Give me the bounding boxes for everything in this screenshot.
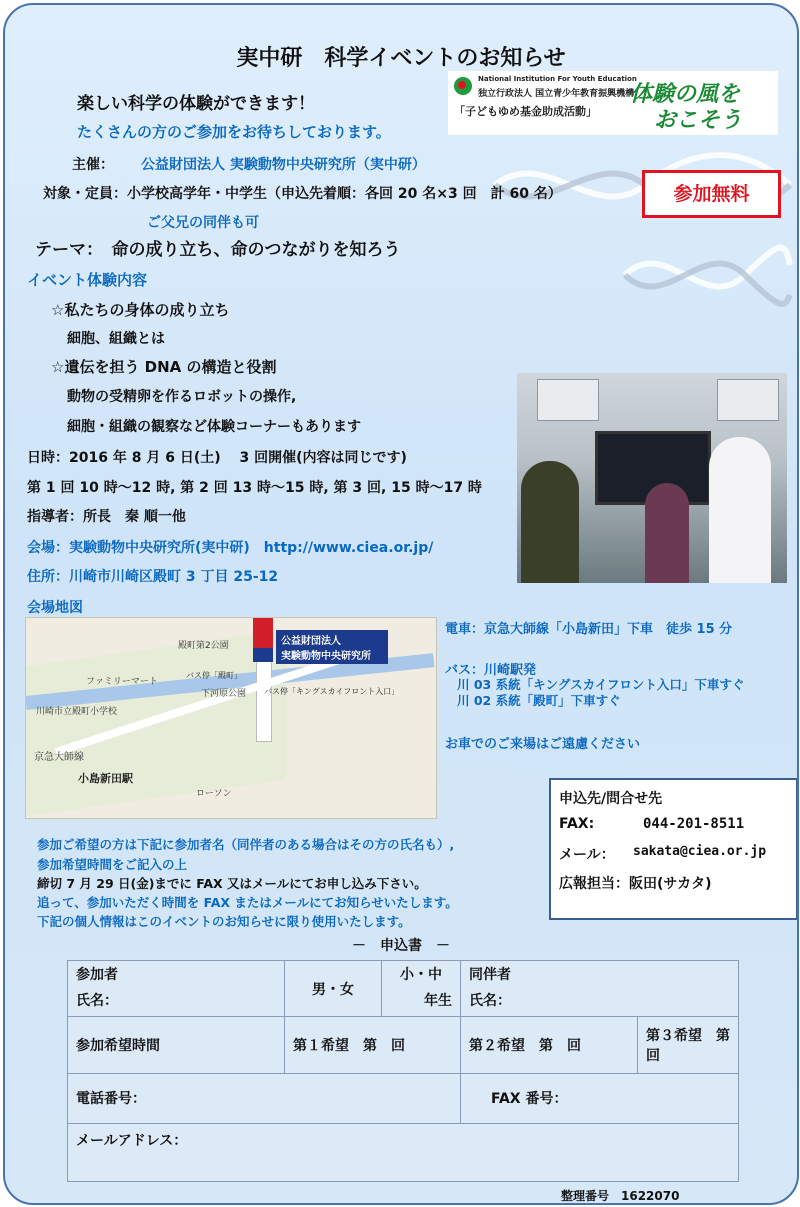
form-grade-1: 小・中 — [400, 967, 442, 983]
form-gender: 男・女 — [312, 981, 354, 998]
venue-map — [25, 617, 437, 819]
venue[interactable]: 会場：実験動物中央研究所(実中研) http://www.ciea.or.jp/ — [27, 540, 434, 556]
slogan-line2: おこそう — [654, 108, 743, 133]
organizer: 公益財団法人 実験動物中央研究所（実中研） — [141, 157, 426, 173]
form-gender-cell[interactable] — [285, 961, 382, 1017]
form-time-label-cell — [68, 1017, 285, 1073]
form-choice-2-cell[interactable] — [461, 1017, 638, 1073]
niye-name-en: National Institution For Youth Education — [478, 75, 637, 83]
form-choice-3-cell[interactable] — [638, 1017, 744, 1073]
map-lawson-label: ローソン — [196, 789, 232, 799]
content-item-1: ☆私たちの身体の成り立ち — [51, 301, 230, 319]
map-line-label: 京急大師線 — [34, 752, 84, 763]
address: 住所：川崎市川崎区殿町 3 丁目 25-12 — [27, 569, 279, 585]
map-bus1-label: バス停「殿町」 — [186, 671, 242, 680]
access-bus-heading: バス：川崎駅発 — [445, 663, 537, 678]
form-heading: － 申込書 － — [352, 938, 450, 954]
access-car-note: お車でのご来場はご遠慮ください — [445, 737, 641, 752]
form-phone-cell[interactable] — [68, 1073, 461, 1123]
content-item-2: ☆遺伝を担う DNA の構造と役割 — [51, 358, 277, 376]
content-item-2-sub2: 細胞・組織の観察など体験コーナーもあります — [67, 419, 361, 435]
note-line-4: 追って、参加いただく時間を FAX またはメールにてお知らせいたします。 — [37, 895, 458, 910]
form-choice-2: 第２希望 第 回 — [469, 1037, 581, 1054]
free-badge: 参加無料 — [642, 170, 781, 218]
form-time-label: 参加希望時間 — [76, 1037, 160, 1054]
form-email-label: メールアドレス： — [76, 1132, 188, 1149]
niye-logo-dot-icon — [458, 81, 466, 89]
form-fax-label: FAX 番号： — [491, 1091, 568, 1108]
map-bus2-label: バス停「キングスカイフロント入口」 — [264, 687, 400, 696]
fund-label: 「子どもゆめ基金助成活動」 — [454, 105, 597, 118]
event-date: 日時：2016 年 8 月 6 日(土) 3 回開催(内容は同じです) — [27, 450, 407, 466]
theme: テーマ： 命の成り立ち、命のつながりを知ろう — [35, 240, 401, 260]
map-org-line2: 実験動物中央研究所 — [281, 651, 371, 662]
access-bus-line2: 川 02 系統「殿町」下車すぐ — [457, 693, 621, 708]
form-participant-cell[interactable] — [68, 961, 285, 1017]
headline: 楽しい科学の体験ができます！ — [77, 94, 315, 114]
map-family-label: ファミリーマート — [86, 677, 158, 687]
slogan-line1: 体験の風を — [630, 82, 741, 107]
content-item-2-sub1: 動物の受精卵を作るロボットの操作, — [67, 389, 297, 405]
serial-number: 整理番号 1622070 — [561, 1189, 680, 1203]
contents-heading: イベント体験内容 — [27, 271, 148, 289]
form-choice-1: 第１希望 第 回 — [293, 1037, 405, 1054]
note-line-3: 締切 7 月 29 日(金)までに FAX 又はメールにてお申し込み下さい。 — [37, 876, 427, 891]
form-participant-label: 参加者 — [76, 967, 118, 983]
parents-note: ご父兄の同伴も可 — [147, 215, 259, 231]
target: 対象・定員：小学校高学年・中学生（申込先着順：各回 20 名×3 回 計 60 名） — [43, 186, 562, 202]
application-form — [67, 960, 744, 1182]
access-train: 電車：京急大師線「小島新田」下車 徒歩 15 分 — [445, 622, 733, 637]
form-grade-cell[interactable] — [382, 961, 461, 1017]
map-org-line1: 公益財団法人 — [281, 636, 341, 647]
flyer-frame — [3, 3, 799, 1205]
map-park-label: 殿町第2公園 — [178, 641, 229, 651]
contact-fax: 044-201-8511 — [643, 816, 745, 832]
organizer-label: 主催： — [72, 157, 114, 173]
contact-heading: 申込先/問合せ先 — [559, 791, 663, 807]
note-line-2: 参加希望時間をご記入の上 — [37, 857, 188, 872]
form-participant-name-label: 氏名： — [76, 993, 118, 1009]
map-heading: 会場地図 — [27, 600, 83, 616]
form-phone-label: 電話番号： — [76, 1091, 146, 1108]
form-choice-3: 第３希望 第 回 — [646, 1027, 744, 1064]
form-companion-cell[interactable] — [461, 961, 739, 1017]
niye-name-jp: 独立行政法人 国立青少年教育振興機構 — [478, 89, 635, 99]
contact-box — [549, 778, 798, 920]
event-sessions: 第 1 回 10 時～12 時, 第 2 回 13 時～15 時, 第 3 回, 15 時～17 時 — [27, 480, 482, 496]
contact-fax-label: FAX: — [559, 816, 595, 832]
form-choice-1-cell[interactable] — [285, 1017, 461, 1073]
instructor: 指導者：所長 秦 順一他 — [27, 509, 186, 525]
page-title: 実中研 科学イベントのお知らせ — [236, 46, 566, 71]
subheadline: たくさんの方のご参加をお待ちしております。 — [77, 123, 391, 141]
access-bus-line1: 川 03 系統「キングスカイフロント入口」下車すぐ — [457, 677, 745, 692]
contact-mail-label: メール： — [559, 847, 615, 863]
form-grade-2: 年生 — [424, 993, 452, 1009]
form-companion-name-label: 氏名： — [469, 993, 511, 1009]
note-line-1: 参加ご希望の方は下記に参加者名（同伴者のある場合はその方の氏名も）, — [37, 837, 455, 852]
form-fax-cell[interactable] — [461, 1073, 739, 1123]
map-school-label: 川崎市立殿町小学校 — [36, 707, 118, 717]
contact-mail[interactable]: sakata@ciea.or.jp — [633, 844, 767, 859]
contact-pr: 広報担当：阪田(サカタ) — [559, 876, 712, 892]
content-item-1-sub: 細胞、組織とは — [67, 331, 165, 347]
map-koen-label: 下河原公園 — [201, 689, 247, 699]
form-companion-label: 同伴者 — [469, 967, 511, 983]
note-line-5: 下記の個人情報はこのイベントのお知らせに限り使用いたします。 — [37, 914, 411, 929]
map-station-label: 小島新田駅 — [78, 772, 133, 785]
dna-helix-icon — [485, 125, 795, 365]
form-email-cell[interactable] — [68, 1123, 739, 1181]
lab-photo — [517, 373, 787, 583]
